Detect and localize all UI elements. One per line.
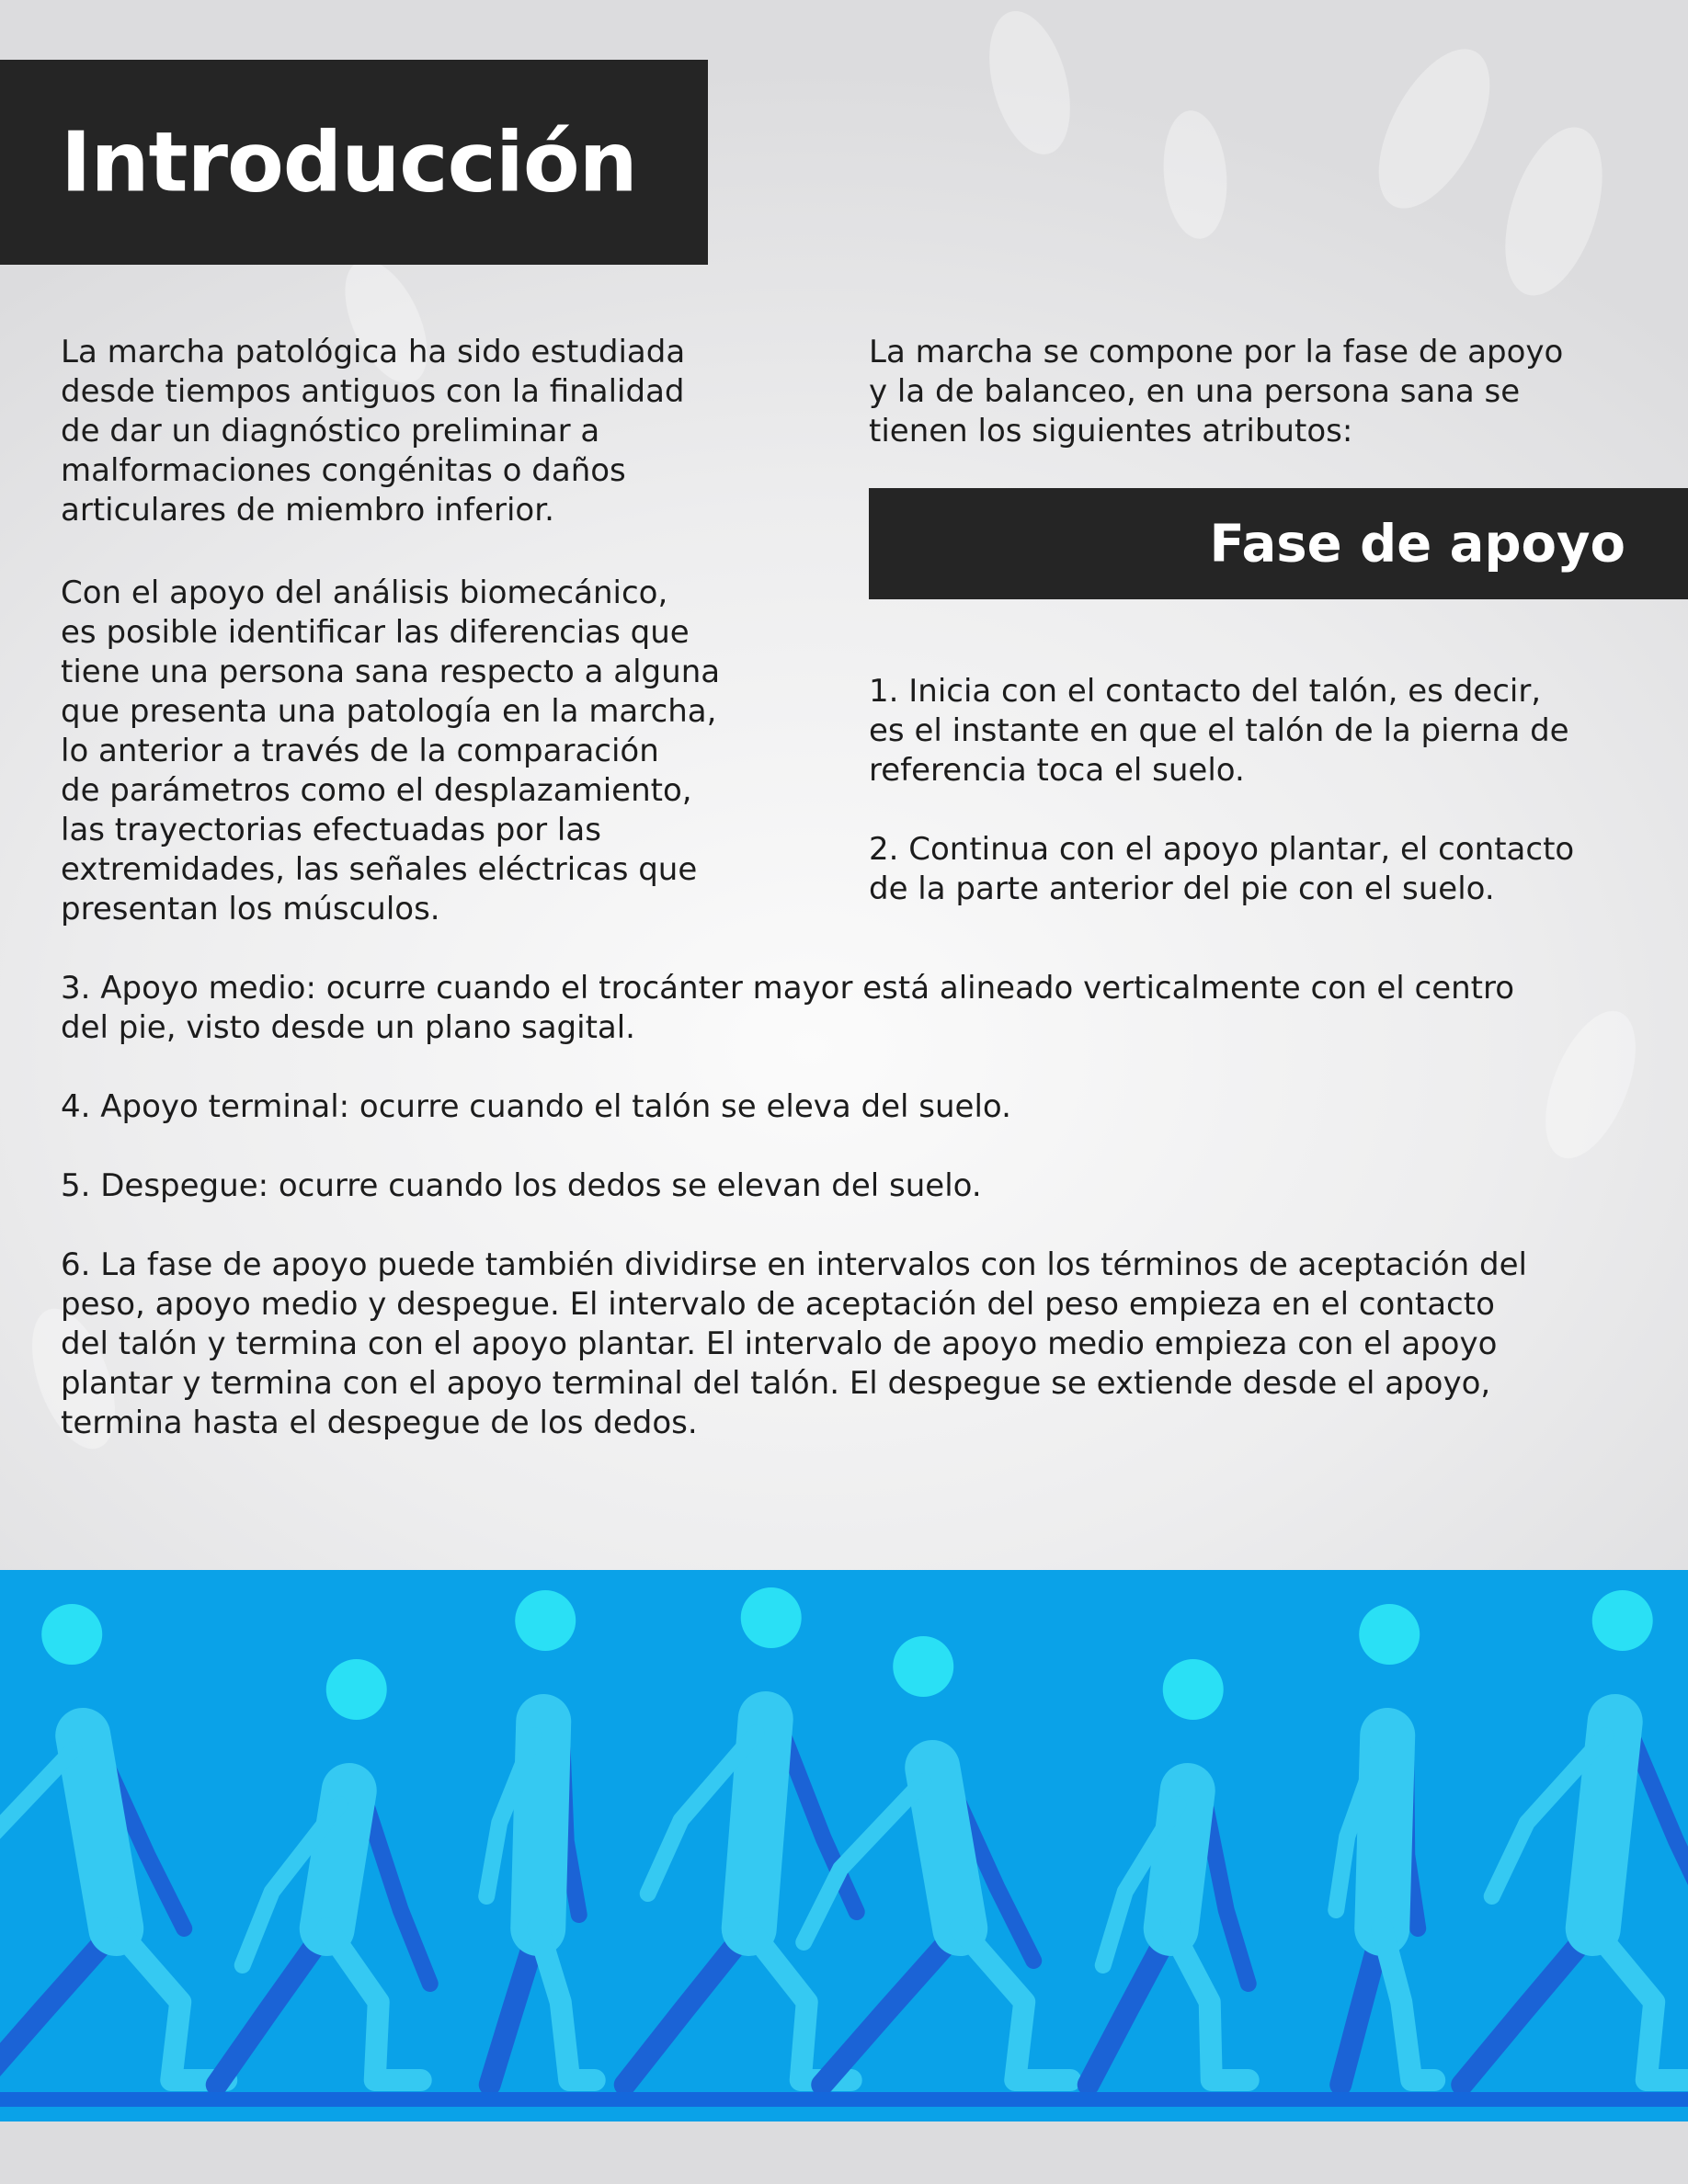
figure-head (326, 1659, 387, 1720)
stance-step-5: 5. Despegue: ocurre cuando los dedos se elevan del suelo. (61, 1167, 982, 1204)
stance-step-4: 4. Apoyo terminal: ocurre cuando el talón se eleva del suelo. (61, 1088, 1011, 1125)
stance-step-6: 6. La fase de apoyo puede también dividirse en intervalos con los términos de aceptación del peso, apoyo medio y despegue. El intervalo de aceptación del peso empieza en el contacto del talón y termina con el apoyo plantar. El intervalo de apoyo medio empieza con el apoyo plantar y termina con el apoyo terminal del talón. El despegue se extiende desde el apoyo, termina hasta el despegue de los dedos. (61, 1246, 1527, 1441)
intro-paragraph-2: Con el apoyo del análisis biomecánico, es posible identificar las diferencias que tiene una persona sana respecto a alguna que presenta una patología en la marcha, lo anterior a través de la comparación de parámetros como el desplazamiento, las trayectorias efectuadas por las extremidades, las señales eléctricas que presentan los músculos. (61, 574, 721, 927)
torso (538, 1722, 543, 1928)
title-banner (0, 60, 708, 265)
figure-head (1359, 1604, 1420, 1665)
figure-head (515, 1590, 576, 1651)
figure-head (41, 1604, 102, 1665)
torso (932, 1768, 960, 1928)
torso (83, 1735, 116, 1928)
torso (1382, 1735, 1387, 1928)
section-subheading: Fase de apoyo (1209, 514, 1625, 574)
figure-head (741, 1587, 802, 1648)
subheading-banner (869, 488, 1688, 599)
stance-step-3: 3. Apoyo medio: ocurre cuando el trocánter mayor está alineado verticalmente con el centro del pie, visto desde un plano sagital. (61, 970, 1515, 1046)
stance-step-1: 1. Inicia con el contacto del talón, es decir, es el instante en que el talón de la pierna de referencia toca el suelo. (869, 673, 1569, 789)
figure-head (1163, 1659, 1224, 1720)
figure-head (893, 1636, 953, 1697)
ground-line (0, 2092, 1688, 2107)
walking-figures-illustration (0, 1570, 1688, 2121)
stance-step-2: 2. Continua con el apoyo plantar, el contacto de la parte anterior del pie con el suelo. (869, 831, 1575, 907)
figure-head (1592, 1590, 1653, 1651)
page-title: Introducción (61, 114, 637, 210)
gait-phases-intro: La marcha se compone por la fase de apoyo y la de balanceo, en una persona sana se tienen los siguientes atributos: (869, 334, 1564, 449)
intro-paragraph-1: La marcha patológica ha sido estudiada desde tiempos antiguos con la finalidad de dar un diagnóstico preliminar a malformaciones congénitas o daños articulares de miembro inferior. (61, 334, 686, 529)
